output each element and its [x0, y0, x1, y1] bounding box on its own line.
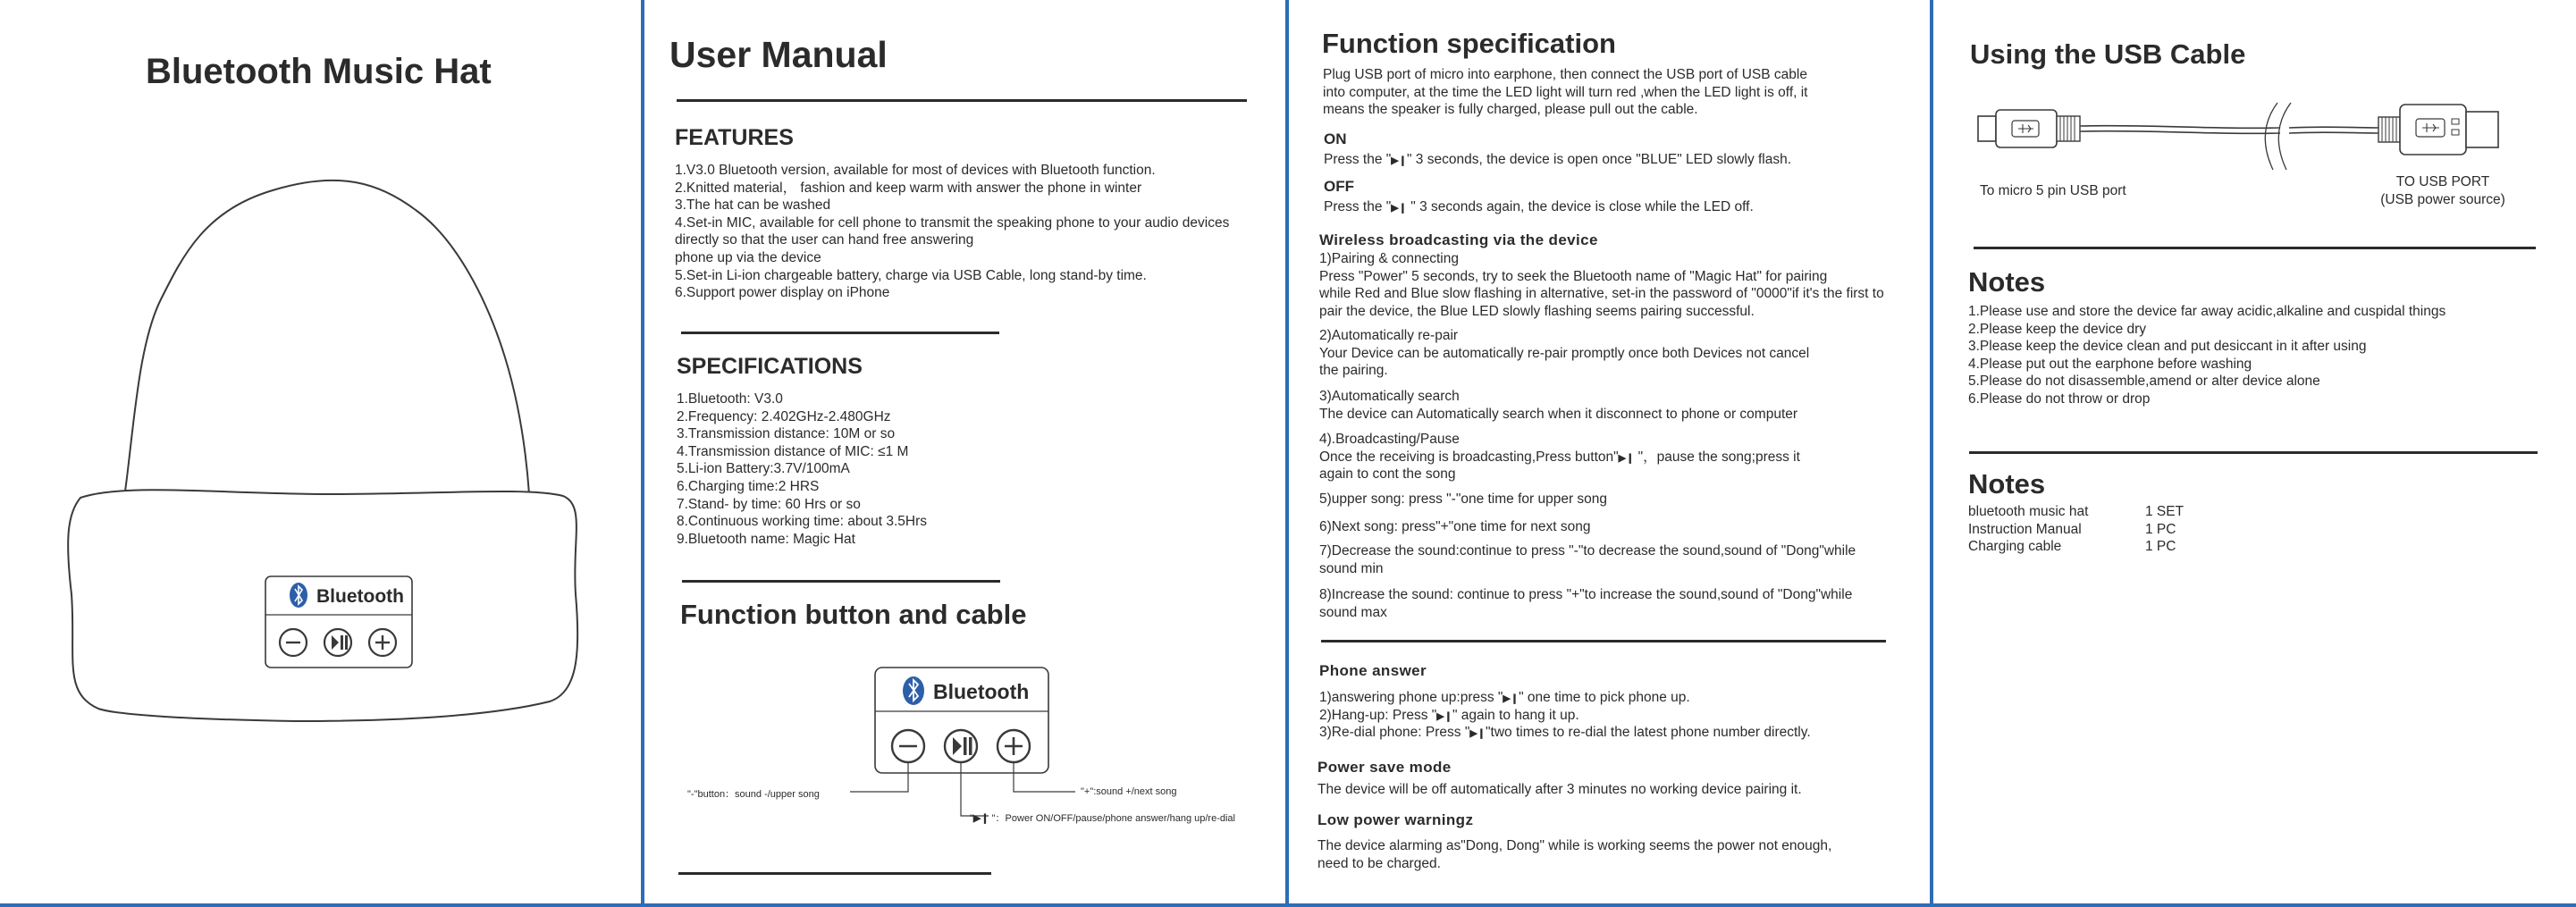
divider — [1321, 640, 1886, 642]
callout-minus: "-"button：sound -/upper song — [687, 789, 820, 800]
divider — [682, 580, 1000, 583]
text-line: means the speaker is fully charged, please pull out the cable. — [1323, 102, 1698, 118]
divider — [1974, 247, 2536, 249]
callout-play: "▶❙ "：Power ON/OFF/pause/phone answer/hang up/re-dial — [970, 813, 1235, 824]
micro-usb-label: To micro 5 pin USB port — [1980, 183, 2126, 198]
text-line: The device can Automatically search when it disconnect to phone or computer — [1319, 406, 1798, 422]
list-item: 2.Please keep the device dry — [1968, 321, 2147, 337]
list-item: 4.Set-in MIC, available for cell phone to transmit the speaking phone to your audio devices — [675, 214, 1230, 231]
features-heading: FEATURES — [675, 125, 794, 150]
text-line: TO USB PORT — [2395, 174, 2490, 189]
next-song-text: 6)Next song: press"+"one time for next song — [1319, 519, 1591, 534]
package-list — [1968, 503, 2184, 556]
hat-illustration — [63, 174, 590, 724]
pairing-text — [1319, 250, 1884, 320]
package-heading: Notes — [1968, 468, 2046, 500]
function-spec-title: Function specification — [1322, 28, 1616, 59]
text-line: the pairing. — [1319, 363, 1388, 379]
list-item: 6.Charging time:2 HRS — [677, 478, 820, 494]
diagram-bluetooth-label: Bluetooth — [933, 680, 1030, 703]
text-line: Press "Power" 5 seconds, try to seek the Bluetooth name of "Magic Hat" for pairing — [1319, 268, 1828, 284]
features-list — [675, 162, 1229, 302]
text-line: Plug USB port of micro into earphone, then connect the USB port of USB cable — [1323, 67, 1807, 82]
power-save-heading: Power save mode — [1317, 759, 1452, 776]
list-item: 8.Continuous working time: about 3.5Hrs — [677, 514, 928, 530]
text-line: The device alarming as"Dong, Dong" while is working seems the power not enough, — [1317, 838, 1832, 853]
list-item: 3.The hat can be washed — [675, 197, 831, 214]
search-text — [1319, 388, 1797, 423]
text-line: 1)Pairing & connecting — [1319, 251, 1459, 266]
list-item: directly so that the user can hand free answering — [675, 232, 974, 248]
list-item: 4.Transmission distance of MIC: ≤1 M — [677, 443, 909, 459]
notes-list — [1968, 303, 2446, 408]
text-line: Your Device can be automatically re-pair promptly once both Devices not cancel — [1319, 345, 1810, 361]
list-item: 6.Support power display on iPhone — [675, 285, 890, 301]
text-line: again to cont the song — [1319, 466, 1456, 483]
button-diagram — [662, 657, 1270, 836]
panel-usb-and-notes — [1933, 0, 2576, 903]
list-item: 1.Bluetooth: V3.0 — [677, 391, 783, 407]
decrease-text — [1319, 542, 1856, 577]
callout-plus: "+":sound +/next song — [1081, 786, 1177, 797]
panel-function-specification — [1289, 0, 1930, 903]
low-power-heading: Low power warningz — [1317, 811, 1474, 828]
off-text: Press the "▶❙ " 3 seconds again, the device is close while the LED off. — [1324, 199, 1754, 214]
list-item: Instruction Manual 1 PC — [1968, 521, 2176, 537]
text-line: sound max — [1319, 604, 1387, 620]
text-line: 2)Hang-up: Press "▶❙" again to hang it up. — [1319, 707, 1579, 723]
list-item: 6.Please do not throw or drop — [1968, 391, 2151, 407]
divider — [681, 332, 999, 334]
increase-text — [1319, 586, 1852, 621]
list-item: 2.Knitted material， fashion and keep warm with answer the phone in winter — [675, 180, 1142, 196]
list-item: bluetooth music hat 1 SET — [1968, 504, 2185, 519]
list-item: 1.Please use and store the device far away acidic,alkaline and cuspidal things — [1968, 304, 2446, 319]
usb-port-label — [2353, 173, 2532, 208]
power-save-text: The device will be off automatically after 3 minutes no working device pairing it. — [1317, 782, 1802, 797]
upper-song-text: 5)upper song: press "-"one time for upper song — [1319, 491, 1608, 507]
text-line: 2)Automatically re-pair — [1319, 328, 1459, 343]
repair-text — [1319, 327, 1809, 380]
list-item: Charging cable 1 PC — [1968, 539, 2176, 555]
on-heading: ON — [1324, 130, 1347, 147]
divider — [677, 99, 1247, 102]
hat-bluetooth-label: Bluetooth — [316, 586, 404, 607]
list-item: 4.Please put out the earphone before washing — [1968, 356, 2252, 372]
user-manual-title: User Manual — [669, 34, 888, 75]
notes-heading: Notes — [1968, 266, 2046, 298]
list-item: 9.Bluetooth name: Magic Hat — [677, 531, 855, 547]
text-line: need to be charged. — [1317, 855, 1441, 871]
text-line: 3)Re-dial phone: Press "▶❙"two times to re-dial the latest phone number directly. — [1319, 725, 1811, 741]
text-line: (USB power source) — [2380, 191, 2505, 207]
phone-answer-heading: Phone answer — [1319, 662, 1427, 679]
list-item: 3.Transmission distance: 10M or so — [677, 426, 896, 442]
list-item: 5.Set-in Li-ion chargeable battery, charge via USB Cable, long stand-by time. — [675, 267, 1147, 283]
list-item: 3.Please keep the device clean and put desiccant in it after using — [1968, 339, 2367, 355]
list-item: 1.V3.0 Bluetooth version, available for most of devices with Bluetooth function. — [675, 163, 1156, 178]
usb-cable-illustration — [1969, 94, 2532, 183]
text-line: pair the device, the Blue LED slowly flashing seems pairing successful. — [1319, 303, 1755, 319]
text-line: while Red and Blue slow flashing in alternative, set-in the password of "0000"if it's the first to — [1319, 286, 1884, 302]
divider — [678, 872, 991, 875]
text-line: Once the receiving is broadcasting,Press button"▶❙ "，pause the song;press it — [1319, 449, 1800, 465]
function-button-heading: Function button and cable — [680, 599, 1027, 630]
intro-text — [1323, 66, 1808, 119]
wireless-heading: Wireless broadcasting via the device — [1319, 231, 1598, 248]
low-power-text — [1317, 837, 1831, 872]
phone-answer-text — [1319, 689, 1811, 742]
text-line: 3)Automatically search — [1319, 389, 1460, 404]
text-line: 7)Decrease the sound:continue to press "-"to decrease the sound,sound of "Dong"while — [1319, 543, 1856, 558]
text-line: 4).Broadcasting/Pause — [1319, 432, 1460, 447]
off-heading: OFF — [1324, 178, 1354, 195]
text-line: 1)answering phone up:press "▶❙" one time to pick phone up. — [1319, 690, 1690, 705]
usb-heading: Using the USB Cable — [1970, 38, 2246, 70]
list-item: 5.Please do not disassemble,amend or alter device alone — [1968, 374, 2320, 390]
text-line: into computer, at the time the LED light will turn red ,when the LED light is off, it — [1323, 84, 1808, 100]
panel-user-manual — [644, 0, 1285, 903]
text-line: 8)Increase the sound: continue to press "+"to increase the sound,sound of "Dong"while — [1319, 587, 1853, 602]
panel-cover — [0, 0, 641, 903]
list-item: 5.Li-ion Battery:3.7V/100mA — [677, 461, 850, 477]
broadcast-text — [1319, 431, 1800, 483]
on-text: Press the "▶❙" 3 seconds, the device is open once "BLUE" LED slowly flash. — [1324, 152, 1792, 167]
specifications-heading: SPECIFICATIONS — [677, 354, 863, 379]
specifications-list — [677, 391, 927, 548]
list-item: 2.Frequency: 2.402GHz-2.480GHz — [677, 408, 891, 424]
list-item: phone up via the device — [675, 249, 821, 265]
text-line: sound min — [1319, 560, 1384, 576]
list-item: 7.Stand- by time: 60 Hrs or so — [677, 496, 861, 512]
divider — [1969, 451, 2538, 454]
product-title: Bluetooth Music Hat — [146, 52, 492, 91]
